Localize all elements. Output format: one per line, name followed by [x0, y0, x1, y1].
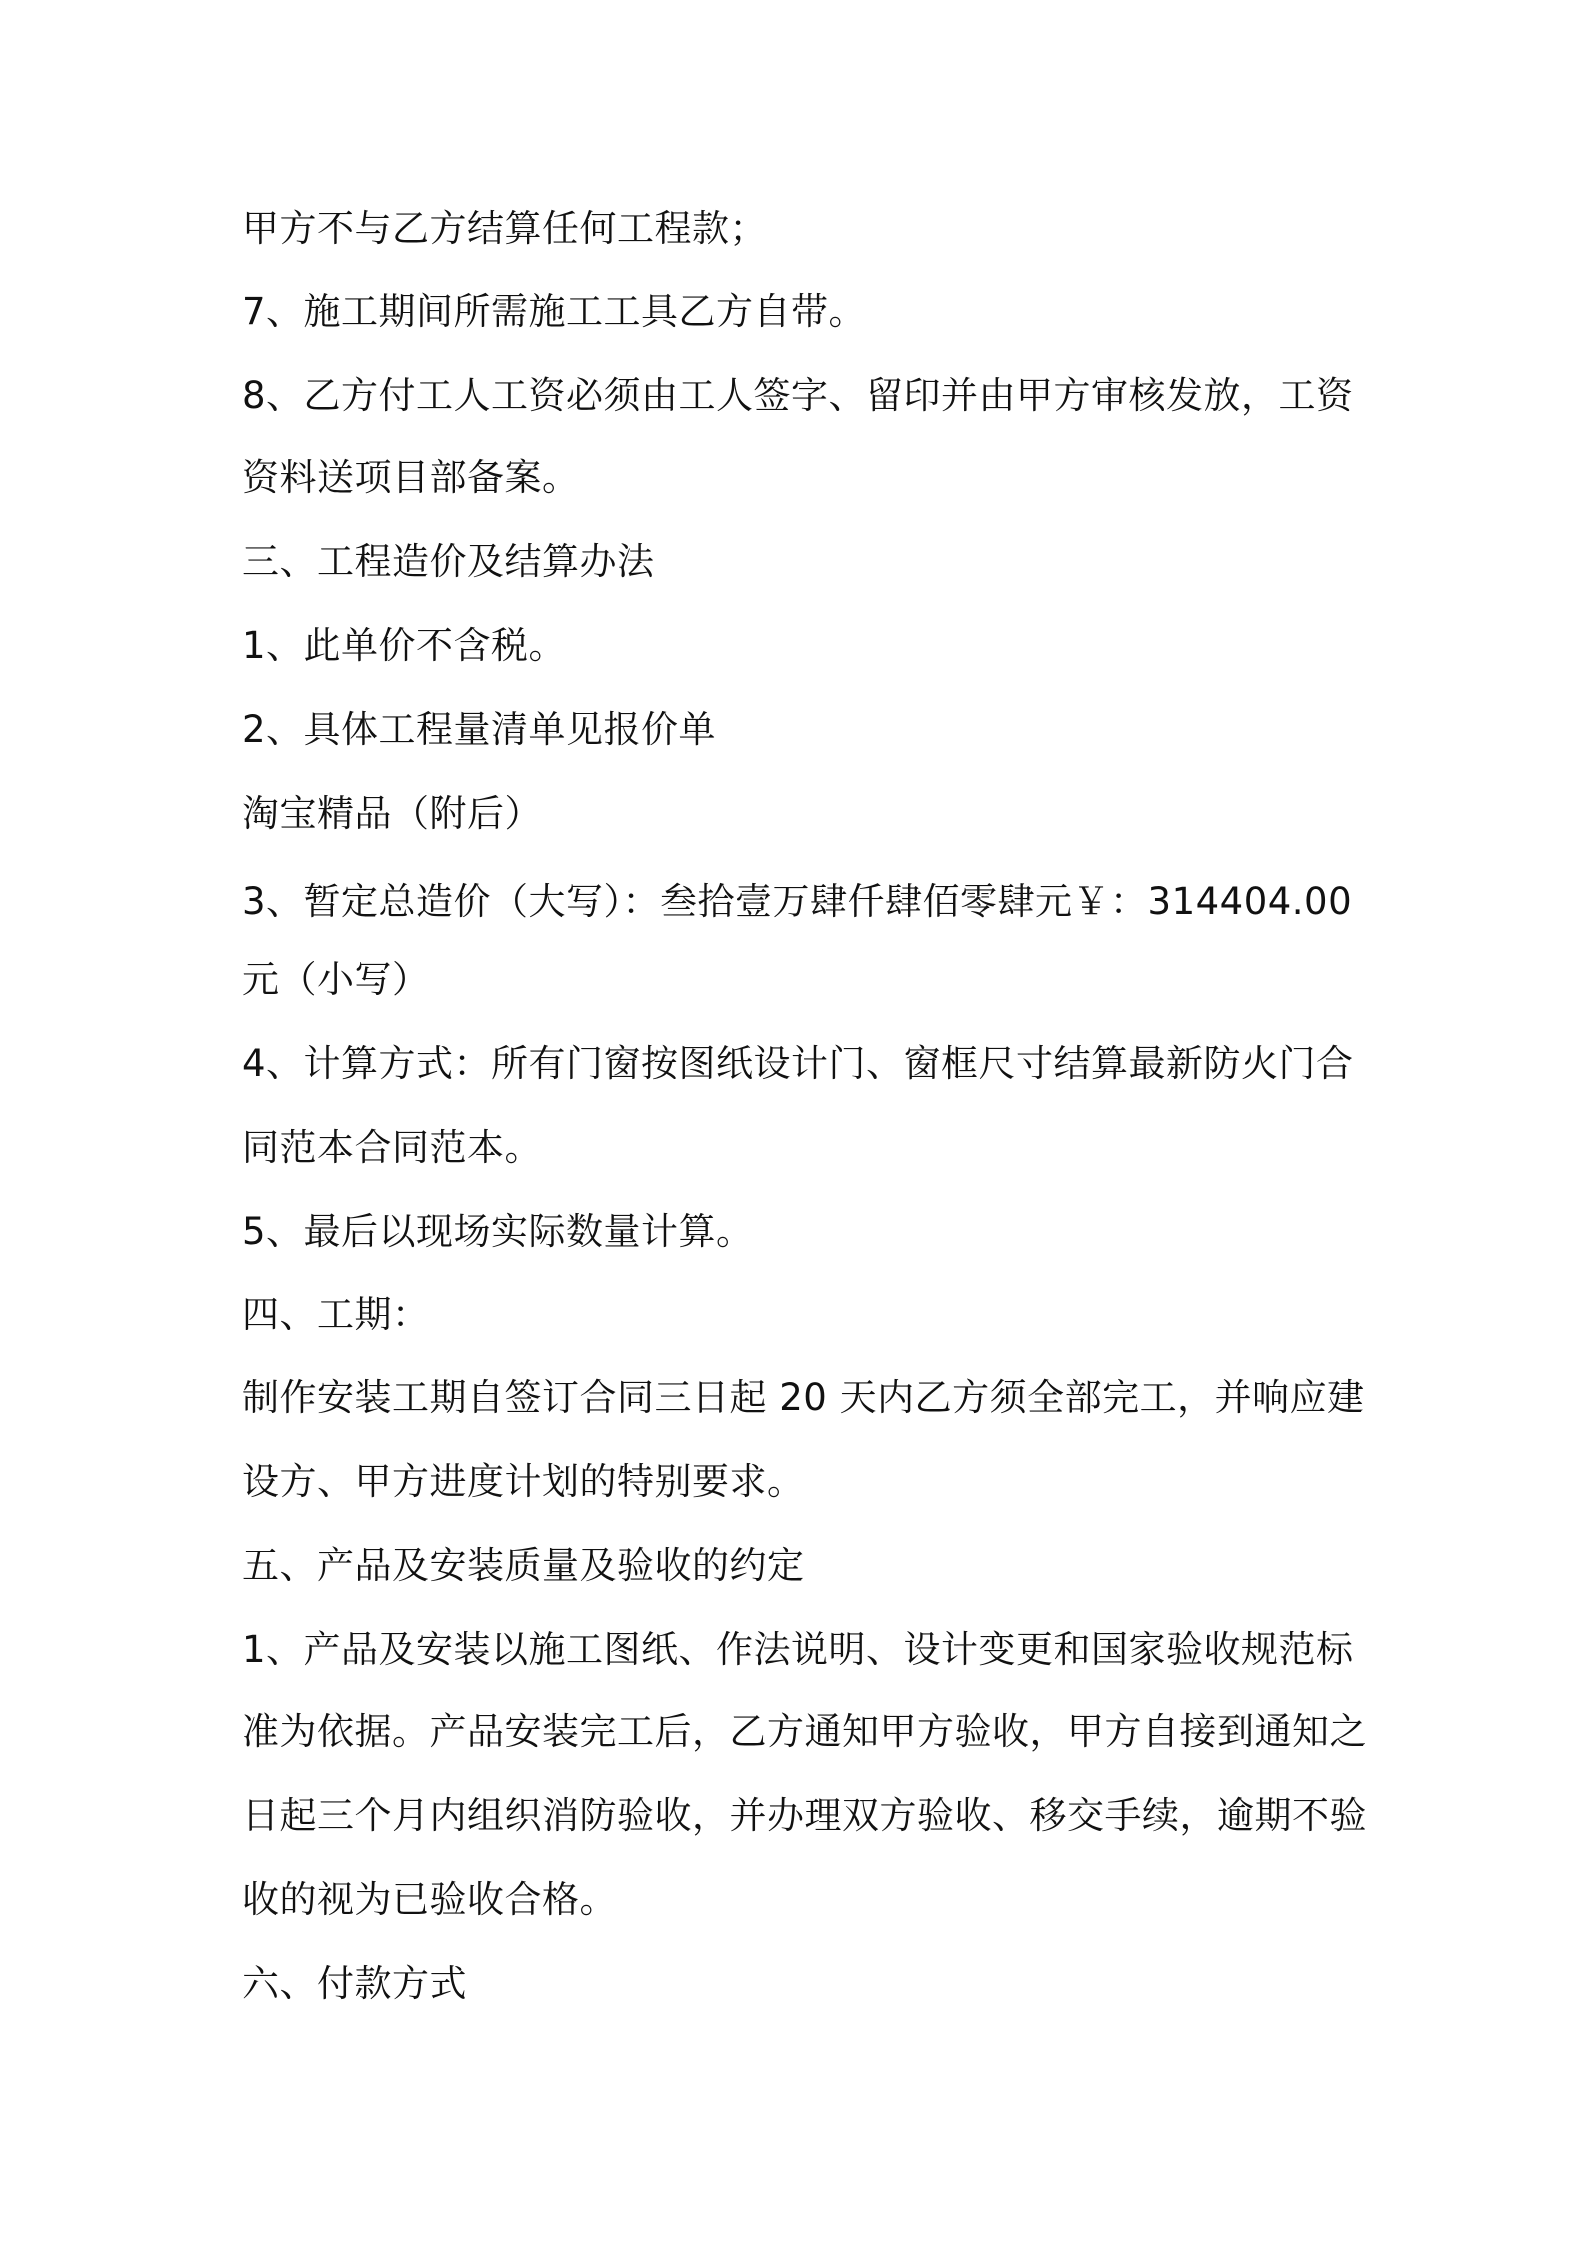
- text-line: 1、产品及安装以施工图纸、作法说明、设计变更和国家验收规范标: [242, 1628, 1354, 1671]
- text-line: 元（小写）: [242, 958, 430, 1001]
- text-line: 日起三个月内组织消防验收，并办理双方验收、移交手续，逾期不验: [242, 1794, 1367, 1837]
- text-line: 收的视为已验收合格。: [242, 1878, 617, 1921]
- text-line: 资料送项目部备案。: [242, 456, 580, 499]
- text-line: 4、计算方式：所有门窗按图纸设计门、窗框尺寸结算最新防火门合: [242, 1042, 1354, 1085]
- section-heading: 四、工期：: [242, 1293, 430, 1336]
- text-line: 设方、甲方进度计划的特别要求。: [242, 1460, 805, 1503]
- text-line: 1、此单价不含税。: [242, 624, 567, 667]
- text-line: 5、最后以现场实际数量计算。: [242, 1210, 754, 1253]
- text-line: 制作安装工期自签订合同三日起 20 天内乙方须全部完工，并响应建: [242, 1376, 1365, 1419]
- text-line: 2、具体工程量清单见报价单: [242, 708, 717, 751]
- text-line: 准为依据。产品安装完工后，乙方通知甲方验收，甲方自接到通知之: [242, 1710, 1367, 1753]
- text-line: 同范本合同范本。: [242, 1126, 542, 1169]
- text-line: 3、暂定总造价（大写）：叁拾壹万肆仟肆佰零肆元￥：314404.00: [242, 880, 1353, 923]
- section-heading: 三、工程造价及结算办法: [242, 540, 655, 583]
- text-line: 7、施工期间所需施工工具乙方自带。: [242, 290, 867, 333]
- text-line: 8、乙方付工人工资必须由工人签字、留印并由甲方审核发放，工资: [242, 374, 1354, 417]
- text-line: 甲方不与乙方结算任何工程款；: [242, 207, 767, 250]
- section-heading: 五、产品及安装质量及验收的约定: [242, 1544, 805, 1587]
- text-line: 淘宝精品（附后）: [242, 792, 542, 835]
- section-heading: 六、付款方式: [242, 1962, 467, 2005]
